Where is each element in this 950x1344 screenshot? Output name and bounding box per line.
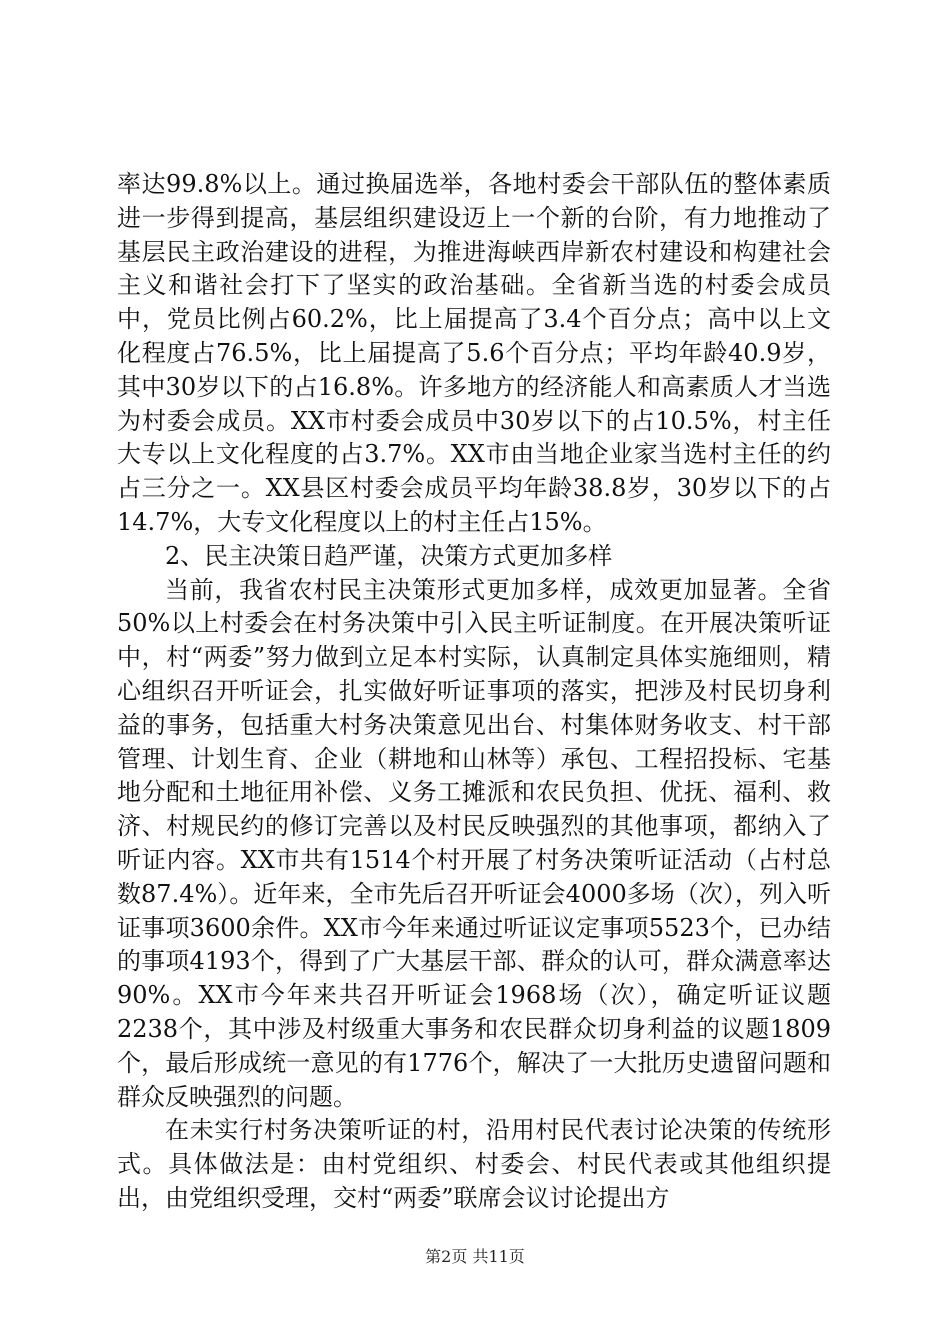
body-paragraph: 在未实行村务决策听证的村，沿用村民代表讨论决策的传统形式。具体做法是：由村党组织、村委会、村民代表或其他组织提出，由党组织受理，交村“两委”联席会议讨论提出方 [117,1116,831,1212]
document-body [117,168,831,1216]
body-paragraph-continued: 率达99.8%以上。通过换届选举，各地村委会干部队伍的整体素质进一步得到提高，基层组织建设迈上一个新的台阶，有力地推动了基层民主政治建设的进程，为推进海峡西岸新农村建设和构建社会主义和谐社会打下了坚实的政治基础。全省新当选的村委会成员中，党员比例占60.2%，比上届提高了3.4个百分点；高中以上文化程度占76.5%，比上届提高了5.6个百分点；平均年龄40.9岁，其中30岁以下的占16.8%。许多地方的经济能人和高素质人才当选为村委会成员。XX市村委会成员中30岁以下的占10.5%，村主任大专以上文化程度的占3.7%。XX市由当地企业家当选村主任的约占三分之一。XX县区村委会成员平均年龄38.8岁，30岁以下的占14.7%，大专文化程度以上的村主任占15%。 [117,170,831,536]
body-paragraph: 当前，我省农村民主决策形式更加多样，成效更加显著。全省50%以上村委会在村务决策中引入民主听证制度。在开展决策听证中，村“两委”努力做到立足本村实际，认真制定具体实施细则，精心组织召开听证会，扎实做好听证事项的落实，把涉及村民切身利益的事务，包括重大村务决策意见出台、村集体财务收支、村干部管理、计划生育、企业（耕地和山林等）承包、工程招投标、宅基地分配和土地征用补偿、义务工摊派和农民负担、优抚、福利、救济、村规民约的修订完善以及村民反映强烈的其他事项，都纳入了听证内容。XX市共有1514个村开展了村务决策听证活动（占村总数87.4%）。近年来，全市先后召开听证会4000多场（次），列入听证事项3600余件。XX市今年来通过听证议定事项5523个，已办结的事项4193个，得到了广大基层干部、群众的认可，群众满意率达90%。XX市今年来共召开听证会1968场（次），确定听证议题2238个，其中涉及村级重大事务和农民群众切身利益的议题1809个，最后形成统一意见的有1776个，解决了一大批历史遗留问题和群众反映强烈的问题。 [117,575,831,1111]
section-heading: 2、民主决策日趋严谨，决策方式更加多样 [165,541,613,570]
page-number-footer: 第2页 共11页 [425,1247,525,1266]
